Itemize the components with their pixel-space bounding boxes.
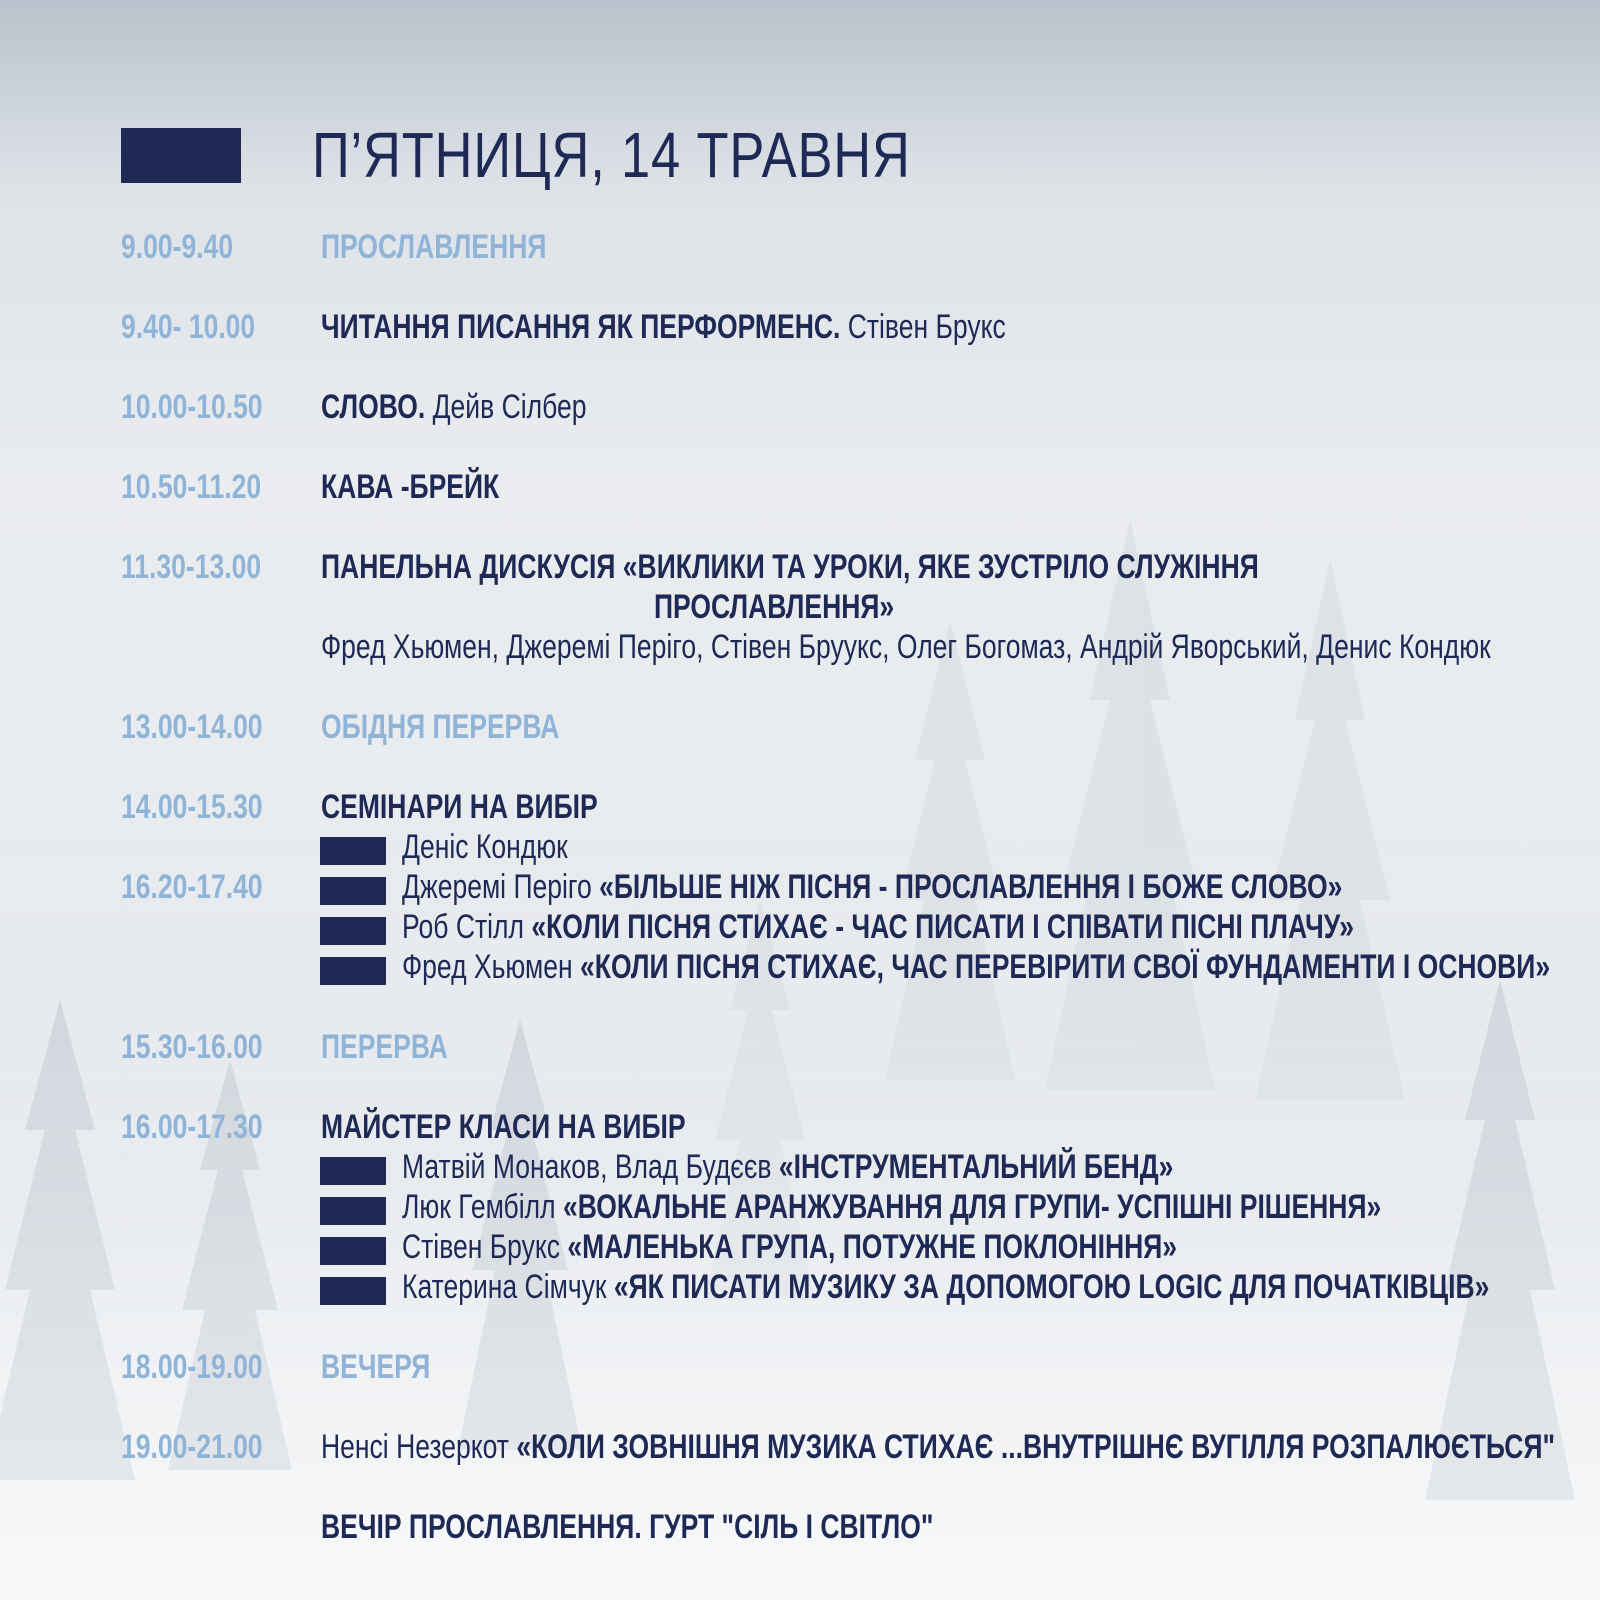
- time-slot: 9.40- 10.00: [121, 308, 256, 346]
- session-title: МАЙСТЕР КЛАСИ НА ВИБІР: [321, 1108, 686, 1146]
- option-marker: [320, 1197, 386, 1225]
- option-item: Джеремі Періго «БІЛЬШЕ НІЖ ПІСНЯ - ПРОСЛАВЛЕННЯ І БОЖЕ СЛОВО»: [402, 868, 1343, 906]
- time-slot: 19.00-21.00: [121, 1428, 263, 1466]
- session-title-continued: ВЕЧІР ПРОСЛАВЛЕННЯ. ГУРТ "СІЛЬ І СВІТЛО": [321, 1508, 934, 1546]
- time-slot: 14.00-15.30: [121, 788, 263, 826]
- session-title: ПЕРЕРВА: [321, 1028, 448, 1066]
- option-item: Фред Хьюмен «КОЛИ ПІСНЯ СТИХАЄ, ЧАС ПЕРЕВІРИТИ СВОЇ ФУНДАМЕНТИ І ОСНОВИ»: [402, 948, 1551, 986]
- option-item: Роб Стілл «КОЛИ ПІСНЯ СТИХАЄ - ЧАС ПИСАТИ І СПІВАТИ ПІСНІ ПЛАЧУ»: [402, 908, 1354, 946]
- option-marker: [320, 957, 386, 985]
- time-slot: 10.50-11.20: [121, 468, 262, 506]
- session-title-continued: ПРОСЛАВЛЕННЯ»: [654, 588, 895, 626]
- time-slot: 15.30-16.00: [121, 1028, 263, 1066]
- session-title: СЕМІНАРИ НА ВИБІР: [321, 788, 598, 826]
- session-speaker: Дейв Сілбер: [432, 388, 587, 426]
- session-line: [321, 1428, 1555, 1467]
- title-accent-bar: [121, 128, 241, 183]
- session-title: «КОЛИ ЗОВНІШНЯ МУЗИКА СТИХАЄ ...ВНУТРІШНЄ ВУГІЛЛЯ РОЗПАЛЮЄТЬСЯ": [516, 1428, 1556, 1466]
- session-title: ОБІДНЯ ПЕРЕРВА: [321, 708, 560, 746]
- session-title: ПАНЕЛЬНА ДИСКУСІЯ «ВИКЛИКИ ТА УРОКИ, ЯКЕ ЗУСТРІЛО СЛУЖІННЯ: [321, 548, 1259, 586]
- session-line: [321, 388, 586, 427]
- page-title: П’ЯТНИЦЯ, 14 ТРАВНЯ: [312, 119, 911, 191]
- option-marker: [320, 1277, 386, 1305]
- session-title: ВЕЧЕРЯ: [321, 1348, 431, 1386]
- time-slot: 11.30-13.00: [121, 548, 262, 586]
- option-marker: [320, 1157, 386, 1185]
- session-title: КАВА -БРЕЙК: [321, 468, 500, 506]
- option-item: Матвій Монаков, Влад Будєєв «ІНСТРУМЕНТАЛЬНИЙ БЕНД»: [402, 1148, 1174, 1186]
- session-title: ПРОСЛАВЛЕННЯ: [321, 228, 547, 266]
- time-slot: 13.00-14.00: [121, 708, 263, 746]
- option-item: Деніс Кондюк: [402, 828, 568, 866]
- option-item: Стівен Брукс «МАЛЕНЬКА ГРУПА, ПОТУЖНЕ ПОКЛОНІННЯ»: [402, 1228, 1178, 1266]
- session-speakers: Фред Хьюмен, Джеремі Періго, Стівен Бруукс, Олег Богомаз, Андрій Яворський, Денис Кондюк: [321, 628, 1491, 666]
- option-marker: [320, 877, 386, 905]
- time-slot: 10.00-10.50: [121, 388, 263, 426]
- option-marker: [320, 1237, 386, 1265]
- session-title: СЛОВО.: [321, 388, 426, 426]
- session-speaker: Ненсі Незеркот: [321, 1428, 509, 1466]
- session-title: ЧИТАННЯ ПИСАННЯ ЯК ПЕРФОРМЕНС.: [321, 308, 841, 346]
- time-slot: 16.00-17.30: [121, 1108, 263, 1146]
- option-item: Люк Гембілл «ВОКАЛЬНЕ АРАНЖУВАННЯ ДЛЯ ГРУПИ- УСПІШНІ РІШЕННЯ»: [402, 1188, 1382, 1226]
- time-slot: 9.00-9.40: [121, 228, 234, 266]
- session-line: [321, 308, 1006, 347]
- option-marker: [320, 837, 386, 865]
- time-slot: 18.00-19.00: [121, 1348, 263, 1386]
- time-slot-secondary: 16.20-17.40: [121, 868, 263, 906]
- option-item: Катерина Сімчук «ЯК ПИСАТИ МУЗИКУ ЗА ДОПОМОГОЮ LOGIC ДЛЯ ПОЧАТКІВЦІВ»: [402, 1268, 1490, 1306]
- option-marker: [320, 917, 386, 945]
- session-speaker: Стівен Брукс: [847, 308, 1006, 346]
